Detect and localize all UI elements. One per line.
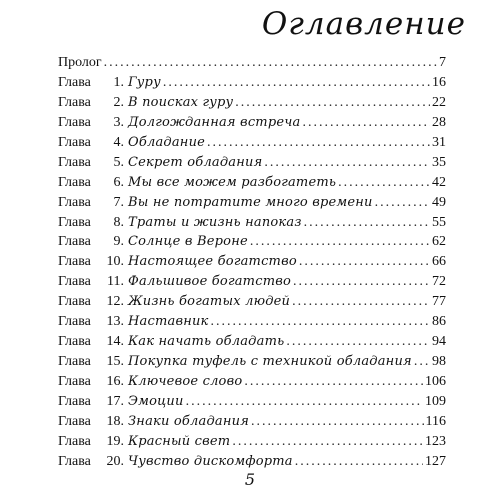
dot-leader [211, 312, 430, 332]
chapter-title: Вы не потратите много времени [128, 194, 373, 210]
chapter-page: 66 [432, 254, 446, 270]
chapter-label: Глава [58, 134, 91, 150]
chapter-title: Жизнь богатых людей [128, 294, 291, 310]
dot-leader [104, 53, 437, 73]
chapter-page: 16 [432, 74, 446, 90]
toc-row [58, 173, 446, 193]
toc-row [58, 193, 446, 213]
prologue-page: 7 [439, 55, 446, 70]
toc-row [58, 352, 446, 372]
chapter-number: 13. [106, 314, 124, 330]
chapter-page: 127 [425, 453, 446, 469]
dot-leader [293, 272, 430, 292]
chapter-label: Глава [58, 453, 91, 469]
chapter-number: 18. [106, 413, 124, 429]
chapter-number: 7. [113, 194, 124, 210]
chapter-title: Наставник [128, 314, 209, 330]
chapter-page: 123 [425, 433, 446, 449]
chapter-title: Эмоции [128, 393, 184, 409]
chapter-number: 17. [106, 393, 124, 409]
chapter-title: Настоящее богатство [128, 254, 297, 270]
dot-leader [375, 193, 430, 213]
dot-leader [186, 392, 423, 412]
dot-leader [295, 452, 423, 472]
toc-row [58, 133, 446, 153]
chapter-number: 15. [106, 354, 124, 370]
chapter-label: Глава [58, 194, 91, 210]
chapter-label: Глава [58, 374, 91, 389]
chapter-number: 6. [113, 174, 124, 190]
chapter-title: В поисках гуру [128, 94, 234, 110]
chapter-title: Обладание [128, 134, 206, 150]
chapter-number: 19. [106, 433, 124, 449]
dot-leader [163, 73, 430, 93]
chapter-label: Глава [58, 174, 91, 190]
chapter-label: Глава [58, 74, 91, 90]
chapter-title: Долгожданная встреча [128, 114, 301, 130]
dot-leader [244, 372, 423, 392]
toc-row [58, 113, 446, 133]
toc-row-prologue [58, 53, 446, 73]
chapter-label: Глава [58, 413, 91, 429]
prologue-label: Пролог [58, 55, 102, 70]
chapter-page: 55 [432, 214, 446, 230]
toc-row [58, 312, 446, 332]
chapter-number: 1. [113, 74, 124, 90]
chapter-label: Глава [58, 354, 91, 370]
toc-row [58, 432, 446, 452]
chapter-label: Глава [58, 393, 91, 409]
dot-leader [232, 432, 423, 452]
chapter-title: Солнце в Вероне [128, 234, 248, 250]
chapter-number: 12. [106, 294, 124, 310]
chapter-page: 86 [432, 314, 446, 330]
chapter-number: 8. [113, 214, 124, 230]
chapter-title: Ключевое слово [128, 374, 243, 389]
chapter-page: 35 [432, 154, 446, 170]
chapter-label: Глава [58, 294, 91, 310]
chapter-label: Глава [58, 154, 91, 170]
chapter-label: Глава [58, 114, 91, 130]
dot-leader [304, 213, 430, 233]
chapter-page: 42 [432, 174, 446, 190]
toc-row [58, 232, 446, 252]
toc-row [58, 252, 446, 272]
chapter-page: 28 [432, 114, 446, 130]
chapter-page: 77 [432, 294, 446, 310]
chapter-number: 16. [106, 374, 124, 389]
chapter-title: Как начать обладать [128, 334, 285, 350]
dot-leader [299, 252, 430, 272]
toc-row [58, 292, 446, 312]
page-number: 5 [244, 470, 256, 489]
chapter-page: 94 [432, 334, 446, 350]
toc-row [58, 213, 446, 233]
chapter-page: 109 [425, 393, 446, 409]
dot-leader [414, 352, 430, 372]
chapter-title: Мы все можем разбогатеть [128, 174, 337, 190]
toc-row [58, 272, 446, 292]
chapter-title: Покупка туфель с техникой обладания [128, 354, 412, 370]
dot-leader [338, 173, 430, 193]
toc-row [58, 392, 446, 412]
chapter-title: Секрет обладания [128, 154, 263, 170]
chapter-page: 72 [432, 274, 446, 290]
dot-leader [251, 412, 424, 432]
toc-row [58, 412, 446, 432]
chapter-label: Глава [58, 94, 91, 110]
page-title: Оглавление [261, 6, 466, 42]
chapter-page: 116 [425, 413, 446, 429]
chapter-number: 10. [106, 254, 124, 270]
dot-leader [207, 133, 430, 153]
chapter-number: 5. [113, 154, 124, 170]
dot-leader [264, 153, 430, 173]
toc-row [58, 153, 446, 173]
toc-row [58, 93, 446, 113]
dot-leader [250, 232, 430, 252]
chapter-label: Глава [58, 234, 91, 250]
toc-row [58, 332, 446, 352]
chapter-page: 98 [432, 354, 446, 370]
chapter-label: Глава [58, 334, 91, 350]
chapter-title: Гуру [128, 74, 161, 90]
chapter-number: 9. [113, 234, 124, 250]
chapter-title: Красный свет [128, 433, 231, 449]
chapter-title: Фальшивое богатство [128, 274, 292, 290]
toc-row [58, 73, 446, 93]
chapter-label: Глава [58, 314, 91, 330]
chapter-number: 20. [106, 453, 124, 469]
chapter-page: 31 [432, 134, 446, 150]
chapter-label: Глава [58, 274, 91, 290]
chapter-page: 62 [432, 234, 446, 250]
chapter-label: Глава [58, 254, 91, 270]
chapter-title: Знаки обладания [128, 413, 250, 429]
chapter-number: 14. [106, 334, 124, 350]
toc-row [58, 372, 446, 392]
chapter-number: 4. [113, 134, 124, 150]
dot-leader [292, 292, 430, 312]
chapter-label: Глава [58, 214, 91, 230]
toc-row [58, 452, 446, 472]
chapter-title: Траты и жизнь напоказ [128, 214, 302, 230]
chapter-number: 2. [113, 94, 124, 110]
chapter-number: 3. [113, 114, 124, 130]
dot-leader [235, 93, 430, 113]
chapter-page: 106 [425, 374, 446, 389]
chapter-page: 49 [432, 194, 446, 210]
dot-leader [302, 113, 430, 133]
chapter-number: 11. [107, 274, 124, 290]
table-of-contents [58, 53, 446, 472]
chapter-label: Глава [58, 433, 91, 449]
dot-leader [286, 332, 430, 352]
chapter-title: Чувство дискомфорта [128, 453, 293, 469]
chapter-page: 22 [432, 94, 446, 110]
